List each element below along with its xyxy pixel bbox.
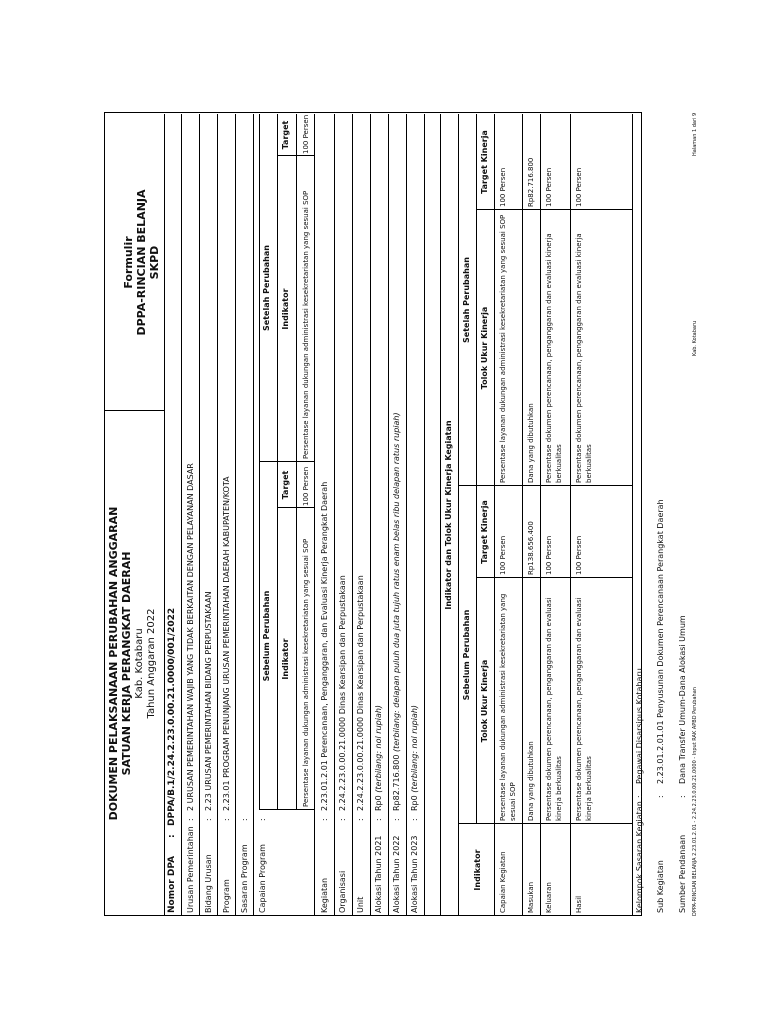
kinerja-row-indikator: Hasil [575, 895, 583, 913]
kinerja-row-after-tolok: Persentase dokumen perencanaan, penganggaran dan evaluasi kinerja berkualitas [545, 233, 563, 483]
rule [370, 114, 371, 916]
rule [632, 114, 633, 916]
rule [494, 114, 495, 916]
title-line1: DOKUMEN PELAKSANAAN PERUBAHAN ANGGARAN [107, 506, 120, 821]
rule [476, 114, 477, 824]
colon: : [240, 818, 249, 821]
colon: : [410, 818, 419, 821]
kinerja-row-indikator: Capaian Kegiatan [499, 851, 507, 913]
form-label: Formulir [122, 236, 135, 289]
region: Kab. Kotabaru [134, 628, 145, 699]
kinerja-row-before-target: 100 Persen [499, 535, 507, 575]
rule [314, 114, 315, 916]
kinerja-row-before-tolok: Persentase dokumen perencanaan, penganggaran dan evaluasi kinerja berkualitas [575, 597, 593, 821]
rule [352, 114, 353, 916]
rule [334, 114, 335, 916]
organisasi-value: 2.24.2.23.0.00.21.0000 Dinas Kearsipan dan Perpustakaan [338, 575, 347, 811]
kinerja-before-tolok-header: Tolok Ukur Kinerja [480, 659, 489, 743]
alokasi-2022-value: Rp82.716.800 (terbilang: delapan puluh dua juta tujuh ratus enam belas ribu delapan ratus rupiah) [392, 412, 401, 811]
program-value: 2.23.01 PROGRAM PENUNJANG URUSAN PEMERINTAHAN DAERAH KABUPATEN/KOTA [222, 476, 231, 811]
kinerja-row-after-tolok: Persentase dokumen perencanaan, penganggaran dan evaluasi kinerja berkualitas [575, 233, 593, 483]
rule [164, 114, 165, 916]
nomor-value: DPPA/B.1/2.24.2.23.0.00.21.0000/001/2022 [167, 607, 177, 826]
capaian-after-indikator-header: Indikator [281, 288, 290, 330]
kinerja-row-before-tolok: Dana yang dibutuhkan [527, 741, 535, 821]
rule [235, 114, 236, 916]
capaian-before-target: 100 Persen [302, 466, 310, 506]
colon: : [320, 818, 329, 821]
kinerja-row-after-target: 100 Persen [575, 167, 583, 207]
kinerja-row-after-target: 100 Persen [499, 167, 507, 207]
rule [406, 114, 407, 916]
sasaran-label: Sasaran Program [240, 844, 249, 913]
capaian-before-title: Sebelum Perubahan [262, 590, 271, 682]
sumber-label: Sumber Pendanaan [678, 834, 687, 913]
kinerja-before-target-header: Target Kinerja [480, 500, 489, 564]
kelompok-label: Kelompok Sasaran Kegiatan [635, 801, 644, 913]
rule [253, 114, 254, 916]
alokasi-2023-value: Rp0 (terbilang: nol rupiah) [410, 704, 419, 811]
urusan-label: Urusan Pemerintahan [186, 826, 195, 913]
colon: : [678, 795, 687, 798]
capaian-before-indikator-header: Indikator [281, 638, 290, 680]
kinerja-indikator-header: Indikator [473, 849, 482, 891]
sub-kegiatan-label: Sub Kegiatan [656, 860, 665, 913]
form-name: DPPA-RINCIAN BELANJA [135, 189, 148, 336]
kinerja-row-before-tolok: Persentase layanan dukungan administrasi kesekretariatan yang sesuai SOP [499, 593, 517, 821]
colon: : [656, 795, 665, 798]
kinerja-after-tolok-header: Tolok Ukur Kinerja [480, 306, 489, 390]
capaian-after-target: 100 Persen [302, 114, 310, 154]
urusan-value: 2 URUSAN PEMERINTAHAN WAJIB YANG TIDAK BERKAITAN DENGAN PELAYANAN DASAR [186, 463, 195, 811]
unit-label: Unit [356, 896, 365, 913]
organisasi-label: Organisasi [338, 870, 347, 913]
rule [388, 114, 389, 916]
capaian-label: Capaian Program [258, 844, 267, 913]
rule [199, 114, 200, 916]
rule [540, 114, 541, 916]
form-unit: SKPD [148, 245, 161, 280]
kinerja-row-before-target: 100 Persen [545, 535, 553, 575]
bidang-value: 2.23 URUSAN PEMERINTAHAN BIDANG PERPUSTAKAAN [204, 591, 213, 811]
kinerja-row-indikator: Keluaran [545, 882, 553, 913]
kinerja-after-title: Setelah Perubahan [462, 257, 471, 343]
colon: : [356, 818, 365, 821]
capaian-after-title: Setelah Perubahan [262, 245, 271, 331]
capaian-after-indikator: Persentase layanan dukungan administrasi kesekretariatan yang sesuai SOP [302, 190, 310, 459]
sub-kegiatan-value: 2.23.01.2.01.01 Penyusunan Dokumen Perencanaan Perangkat Daerah [656, 499, 665, 784]
kinerja-row-after-tolok: Dana yang dibutuhkan [527, 403, 535, 483]
colon: : [258, 818, 267, 821]
rule [570, 114, 571, 916]
sumber-value: Dana Transfer Umum-Dana Alokasi Umum [678, 615, 687, 784]
kegiatan-label: Kegiatan [320, 877, 329, 913]
kelompok-value: Pegawai Disarsipus Kotabaru [635, 668, 644, 784]
kinerja-row-before-target: Rp138.656.400 [527, 521, 535, 575]
bidang-label: Bidang Urusan [204, 854, 213, 913]
kinerja-row-before-target: 100 Persen [575, 535, 583, 575]
alokasi-2021-label: Alokasi Tahun 2021 [374, 835, 383, 913]
footer-center: Kab. Kotabaru [692, 320, 698, 356]
title-line2: SATUAN KERJA PERANGKAT DAERAH [120, 551, 133, 776]
rule [424, 114, 425, 916]
fiscal-year: Tahun Anggaran 2022 [146, 608, 157, 719]
capaian-before-target-header: Target [281, 470, 290, 500]
colon: : [338, 818, 347, 821]
kinerja-row-indikator: Masukan [527, 881, 535, 913]
colon: : [374, 818, 383, 821]
colon: : [392, 818, 401, 821]
kinerja-col [476, 577, 632, 578]
colon: : [186, 818, 195, 821]
unit-value: 2.24.2.23.0.00.21.0000 Dinas Kearsipan dan Perpustakaan [356, 575, 365, 811]
alokasi-2021-value: Rp0 (terbilang: nol rupiah) [374, 704, 383, 811]
rule [296, 114, 297, 810]
colon: : [167, 834, 177, 838]
kinerja-row-after-target: 100 Persen [545, 167, 553, 207]
rule [217, 114, 218, 916]
rule [522, 114, 523, 916]
capaian-table-top [259, 114, 260, 810]
footer-left: DPPA-RINCIAN BELANJA 2.23.01.2.01 - 2.24.2.23.0.00.21.0000 - Input RAK APBD Perubahan [692, 687, 698, 916]
kinerja-row-before-tolok: Persentase dokumen perencanaan, penganggaran dan evaluasi kinerja berkualitas [545, 597, 563, 821]
capaian-after-target-header: Target [281, 120, 290, 150]
footer-page: Halaman 1 dari 9 [692, 112, 698, 156]
kinerja-col [476, 209, 632, 210]
program-label: Program [222, 879, 231, 913]
kinerja-row-after-tolok: Persentase layanan dukungan administrasi kesekretariatan yang sesuai SOP [499, 214, 507, 483]
colon: : [635, 795, 644, 798]
kegiatan-value: 2.23.01.2.01 Perencanaan, Penganggaran, dan Evaluasi Kinerja Perangkat Daerah [320, 481, 329, 811]
alokasi-2023-label: Alokasi Tahun 2023 [410, 835, 419, 913]
capaian-before-indikator: Persentase layanan dukungan administrasi kesekretariatan yang sesuai SOP [302, 538, 310, 807]
kinerja-row-after-target: Rp82.716.800 [527, 157, 535, 207]
colon: : [222, 818, 231, 821]
rule [440, 114, 441, 916]
alokasi-2022-label: Alokasi Tahun 2022 [392, 835, 401, 913]
rule [458, 114, 459, 916]
dppa-document [104, 112, 698, 916]
rule [277, 114, 278, 810]
kinerja-after-target-header: Target Kinerja [480, 130, 489, 194]
kinerja-before-title: Sebelum Perubahan [462, 609, 471, 701]
colon: : [204, 818, 213, 821]
kinerja-section-title: Indikator dan Tolok Ukur Kinerja Kegiatan [444, 420, 453, 610]
rule [181, 114, 182, 916]
nomor-label: Nomor DPA [167, 855, 177, 913]
